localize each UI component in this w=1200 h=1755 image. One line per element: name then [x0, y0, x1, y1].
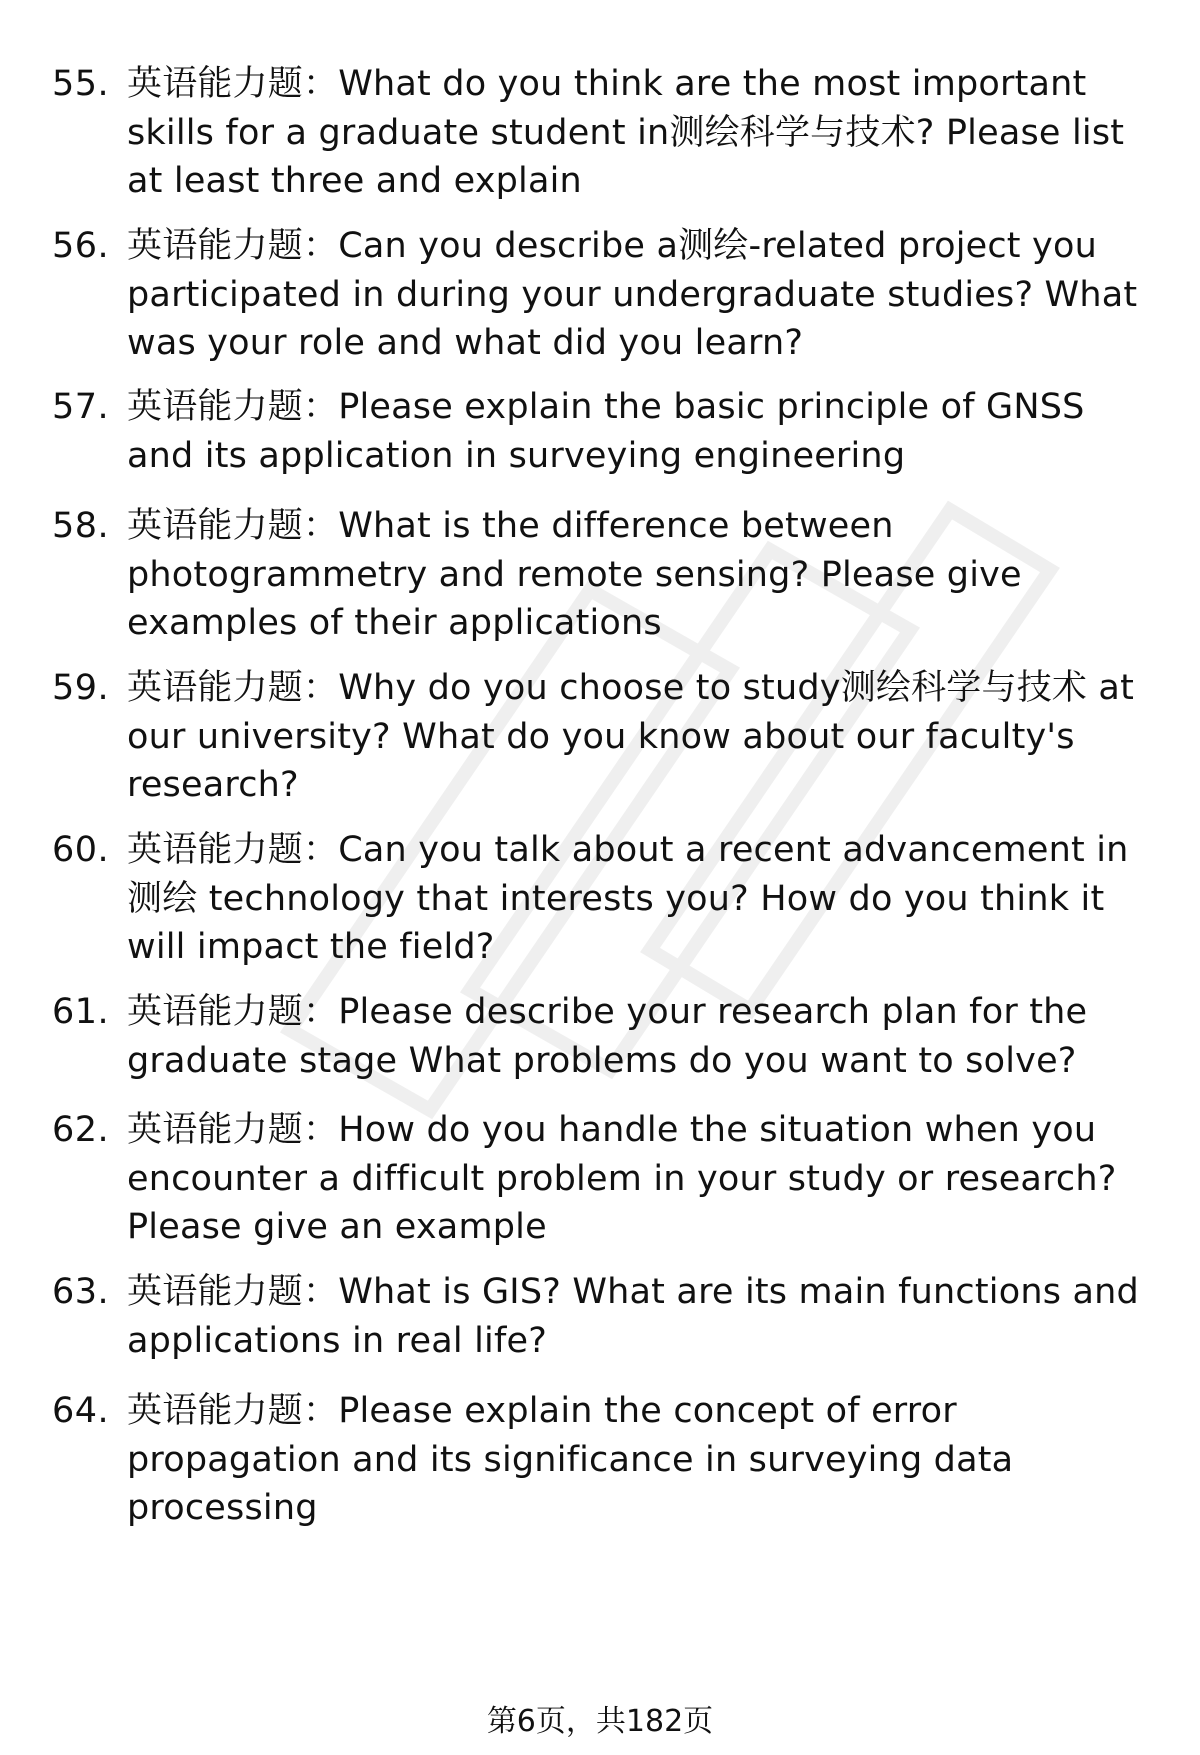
- question-number: 55.: [52, 64, 110, 104]
- question-text: 英语能力题：What is GIS? What are its main functions and applications in real life?: [127, 1272, 1139, 1361]
- question-number: 61.: [52, 992, 110, 1032]
- question-text: 英语能力题：Why do you choose to study测绘科学与技术 at our university? What do you know about our faculty's research?: [127, 668, 1134, 805]
- question-text: 英语能力题：Can you talk about a recent advancement in测绘 technology that interests you? How do you think it will impact the field?: [127, 830, 1129, 967]
- question-number: 56.: [52, 226, 110, 266]
- question-text: 英语能力题：Please explain the concept of error propagation and its significance in surveying data processing: [127, 1391, 1014, 1528]
- question-text: 英语能力题：Please describe your research plan for the graduate stage What problems do you want to solve?: [127, 992, 1088, 1081]
- question-text: 英语能力题：Can you describe a测绘-related project you participated in during your undergraduate studies? What was your role and what did you learn?: [127, 226, 1138, 363]
- question-number: 57.: [52, 387, 110, 427]
- question-number: 60.: [52, 830, 110, 870]
- page-footer: 第6页，共182页: [486, 1704, 714, 1739]
- question-text: 英语能力题：Please explain the basic principle of GNSS and its application in surveying engineering: [127, 387, 1085, 476]
- question-text: 英语能力题：How do you handle the situation when you encounter a difficult problem in your study or research? Please give an example: [127, 1110, 1117, 1247]
- question-text: 英语能力题：What do you think are the most important skills for a graduate student in测绘科学与技术? Please list at least three and explain: [127, 64, 1125, 201]
- question-text: 英语能力题：What is the difference between photogrammetry and remote sensing? Please give examples of their applications: [127, 506, 1022, 643]
- question-number: 59.: [52, 668, 110, 708]
- question-number: 62.: [52, 1110, 110, 1150]
- question-number: 63.: [52, 1272, 110, 1312]
- question-number: 58.: [52, 506, 110, 546]
- question-number: 64.: [52, 1391, 110, 1431]
